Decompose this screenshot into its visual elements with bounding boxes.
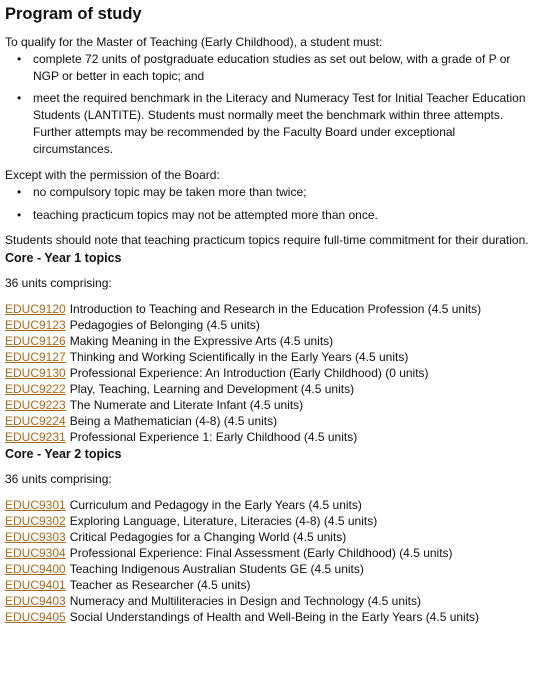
topic-row (5, 301, 534, 317)
topic-row (5, 497, 534, 513)
topic-row (5, 349, 534, 365)
topic-row (5, 381, 534, 397)
practicum-note: Students should note that teaching practicum topics require full-time commitment for their duration. (5, 233, 529, 247)
topic-code-link[interactable]: EDUC9120 (5, 302, 66, 316)
topic-title: Pedagogies of Belonging (4.5 units) (69, 318, 260, 332)
topic-row (5, 365, 534, 381)
topic-code-link[interactable]: EDUC9231 (5, 430, 66, 444)
requirement-item-units: • complete 72 units of postgraduate education studies as set out below, with a grade of P or NGP or better in each topic; and (33, 51, 534, 85)
topic-title: Being a Mathematician (4-8) (4.5 units) (69, 414, 278, 428)
topic-row (5, 333, 534, 349)
topic-code-link[interactable]: EDUC9222 (5, 382, 66, 396)
year2-topic-list (5, 497, 534, 625)
topic-title: Play, Teaching, Learning and Development (4.5 units) (69, 382, 355, 396)
topic-code-link[interactable]: EDUC9304 (5, 546, 66, 560)
except-text: Except with the permission of the Board: (5, 168, 220, 182)
restrictions-list (5, 184, 534, 224)
year1-units: 36 units comprising: (5, 276, 112, 290)
restriction-item-compulsory: • no compulsory topic may be taken more than twice; (33, 184, 534, 201)
topic-code-link[interactable]: EDUC9130 (5, 366, 66, 380)
topic-title: Teacher as Researcher (4.5 units) (69, 578, 251, 592)
topic-code-link[interactable]: EDUC9401 (5, 578, 66, 592)
topic-title: Introduction to Teaching and Research in the Education Profession (4.5 units) (69, 302, 482, 316)
topic-row (5, 513, 534, 529)
topic-row (5, 317, 534, 333)
year2-heading: Core - Year 2 topics (5, 447, 122, 461)
topic-title: Teaching Indigenous Australian Students GE (4.5 units) (69, 562, 364, 576)
requirement-item-lantite: • meet the required benchmark in the Literacy and Numeracy Test for Initial Teacher Education Students (LANTITE). Students must normally meet the benchmark within three attempts. Further attempts may be recommended by the Faculty Board under exceptional circumstances. (33, 90, 534, 158)
topic-title: Professional Experience 1: Early Childhood (4.5 units) (69, 430, 358, 444)
topic-title: Professional Experience: Final Assessment (Early Childhood) (4.5 units) (69, 546, 453, 560)
topic-title: Exploring Language, Literature, Literacies (4-8) (4.5 units) (69, 514, 378, 528)
topic-code-link[interactable]: EDUC9400 (5, 562, 66, 576)
topic-code-link[interactable]: EDUC9303 (5, 530, 66, 544)
page-title: Program of study (5, 5, 142, 23)
topic-code-link[interactable]: EDUC9224 (5, 414, 66, 428)
topic-row (5, 577, 534, 593)
year1-topic-list (5, 301, 534, 445)
topic-row (5, 593, 534, 609)
topic-title: Social Understandings of Health and Well-Being in the Early Years (4.5 units) (69, 610, 480, 624)
topic-title: The Numerate and Literate Infant (4.5 units) (69, 398, 304, 412)
requirements-list (5, 51, 534, 158)
topic-code-link[interactable]: EDUC9123 (5, 318, 66, 332)
topic-row (5, 397, 534, 413)
topic-code-link[interactable]: EDUC9223 (5, 398, 66, 412)
topic-code-link[interactable]: EDUC9403 (5, 594, 66, 608)
topic-title: Numeracy and Multiliteracies in Design and Technology (4.5 units) (69, 594, 421, 608)
topic-row (5, 545, 534, 561)
year1-heading: Core - Year 1 topics (5, 251, 122, 265)
topic-row (5, 609, 534, 625)
topic-row (5, 529, 534, 545)
topic-code-link[interactable]: EDUC9405 (5, 610, 66, 624)
topic-row (5, 561, 534, 577)
topic-code-link[interactable]: EDUC9302 (5, 514, 66, 528)
topic-title: Making Meaning in the Expressive Arts (4.5 units) (69, 334, 334, 348)
topic-title: Curriculum and Pedagogy in the Early Years (4.5 units) (69, 498, 362, 512)
topic-code-link[interactable]: EDUC9126 (5, 334, 66, 348)
topic-title: Professional Experience: An Introduction (Early Childhood) (0 units) (69, 366, 429, 380)
topic-row (5, 413, 534, 429)
intro-text: To qualify for the Master of Teaching (Early Childhood), a student must: (5, 35, 383, 49)
topic-title: Thinking and Working Scientifically in the Early Years (4.5 units) (69, 350, 409, 364)
topic-code-link[interactable]: EDUC9301 (5, 498, 66, 512)
year2-units: 36 units comprising: (5, 472, 112, 486)
topic-row (5, 429, 534, 445)
topic-title: Critical Pedagogies for a Changing World (4.5 units) (69, 530, 347, 544)
restriction-item-practicum: • teaching practicum topics may not be attempted more than once. (33, 207, 534, 224)
topic-code-link[interactable]: EDUC9127 (5, 350, 66, 364)
